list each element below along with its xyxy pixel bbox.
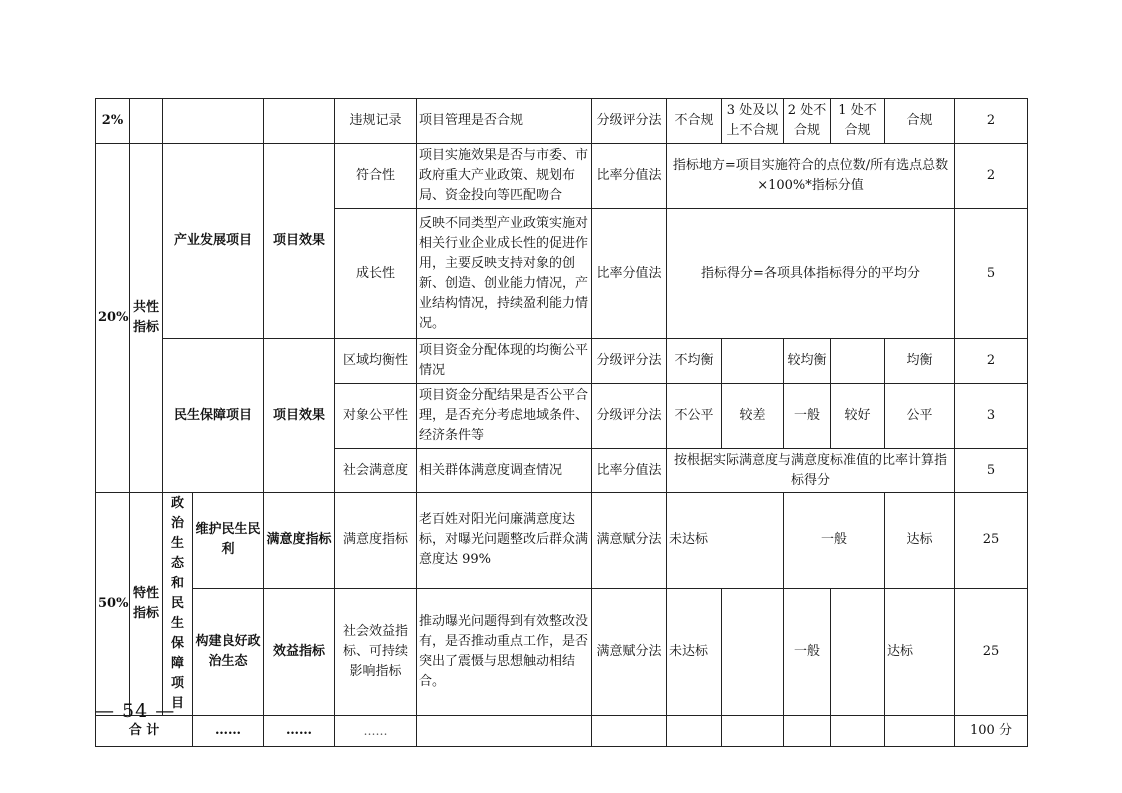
formula-cell: 按根据实际满意度与满意度标准值的比率计算指标得分 bbox=[667, 449, 955, 493]
description-cell: 反映不同类型产业政策实施对相关行业企业成长性的促进作用，主要反映支持对象的创新、创造、创业能力情况，产业结构情况，持续盈利能力情况。 bbox=[417, 209, 592, 339]
weight-cell: 50% bbox=[96, 493, 130, 716]
weight-cell: 20% bbox=[96, 144, 130, 493]
grade-cell: 不均衡 bbox=[667, 339, 722, 384]
grade-cell bbox=[722, 339, 784, 384]
total-score-cell: 100 分 bbox=[955, 716, 1028, 747]
score-cell: 25 bbox=[955, 588, 1028, 715]
description-cell: 相关群体满意度调查情况 bbox=[417, 449, 592, 493]
grade-cell bbox=[722, 588, 784, 715]
grade-cell: 一般 bbox=[784, 384, 831, 449]
indicator-type-cell: 项目效果 bbox=[264, 144, 335, 339]
total-row bbox=[96, 716, 1028, 747]
category-cell: 特性指标 bbox=[130, 493, 163, 716]
grade-cell: 3 处及以上不合规 bbox=[722, 99, 784, 144]
project-cell: 构建良好政治生态 bbox=[193, 588, 264, 715]
description-cell: 推动曝光问题得到有效整改没有，是否推动重点工作，是否突出了震慑与思想触动相结合。 bbox=[417, 588, 592, 715]
indicator-cell: 符合性 bbox=[335, 144, 417, 209]
empty-cell bbox=[722, 716, 784, 747]
grade-cell: 2 处不合规 bbox=[784, 99, 831, 144]
grade-cell: 不公平 bbox=[667, 384, 722, 449]
empty-cell bbox=[264, 99, 335, 144]
evaluation-indicator-table bbox=[95, 98, 1028, 747]
empty-cell bbox=[784, 716, 831, 747]
grade-cell: 合规 bbox=[885, 99, 955, 144]
grade-cell bbox=[831, 339, 885, 384]
description-cell: 项目实施效果是否与市委、市政府重大产业政策、规划布局、资金投向等匹配吻合 bbox=[417, 144, 592, 209]
score-cell: 25 bbox=[955, 493, 1028, 589]
table-row bbox=[96, 588, 1028, 715]
grade-cell: 1 处不合规 bbox=[831, 99, 885, 144]
score-cell: 2 bbox=[955, 144, 1028, 209]
category-cell: 共性指标 bbox=[130, 144, 163, 493]
weight-cell: 2% bbox=[96, 99, 130, 144]
empty-cell bbox=[130, 99, 163, 144]
indicator-cell: 违规记录 bbox=[335, 99, 417, 144]
empty-cell bbox=[831, 716, 885, 747]
table-row bbox=[96, 493, 1028, 589]
indicator-cell: 满意度指标 bbox=[335, 493, 417, 589]
table-row bbox=[96, 339, 1028, 384]
empty-cell bbox=[885, 716, 955, 747]
grade-cell: 一般 bbox=[784, 588, 831, 715]
grade-cell: 不合规 bbox=[667, 99, 722, 144]
indicator-type-cell: 项目效果 bbox=[264, 339, 335, 493]
indicator-type-cell: 效益指标 bbox=[264, 588, 335, 715]
description-cell: 项目资金分配体现的均衡公平情况 bbox=[417, 339, 592, 384]
ellipsis-cell: …… bbox=[264, 716, 335, 747]
method-cell: 比率分值法 bbox=[592, 144, 667, 209]
indicator-type-cell: 满意度指标 bbox=[264, 493, 335, 589]
project-cell: 维护民生民利 bbox=[193, 493, 264, 589]
description-cell: 项目管理是否合规 bbox=[417, 99, 592, 144]
table-row bbox=[96, 99, 1028, 144]
table-row bbox=[96, 144, 1028, 209]
subcategory-cell: 政治生态和民生保障项目 bbox=[163, 493, 193, 716]
method-cell: 分级评分法 bbox=[592, 99, 667, 144]
project-cell: 产业发展项目 bbox=[163, 144, 264, 339]
method-cell: 满意赋分法 bbox=[592, 493, 667, 589]
method-cell: 比率分值法 bbox=[592, 449, 667, 493]
grade-cell: 较差 bbox=[722, 384, 784, 449]
empty-cell bbox=[667, 716, 722, 747]
method-cell: 比率分值法 bbox=[592, 209, 667, 339]
grade-cell: 公平 bbox=[885, 384, 955, 449]
empty-cell bbox=[163, 99, 264, 144]
page-number: — 54 — bbox=[95, 700, 176, 722]
grade-cell: 未达标 bbox=[667, 588, 722, 715]
score-cell: 2 bbox=[955, 339, 1028, 384]
method-cell: 分级评分法 bbox=[592, 384, 667, 449]
score-cell: 2 bbox=[955, 99, 1028, 144]
grade-cell: 未达标 bbox=[667, 493, 784, 589]
grade-cell bbox=[831, 588, 885, 715]
formula-cell: 指标地方=项目实施符合的点位数/所有选点总数×100%*指标分值 bbox=[667, 144, 955, 209]
ellipsis-cell: …… bbox=[335, 716, 417, 747]
total-label: 合 计 bbox=[96, 716, 193, 747]
indicator-cell: 对象公平性 bbox=[335, 384, 417, 449]
score-cell: 5 bbox=[955, 449, 1028, 493]
method-cell: 满意赋分法 bbox=[592, 588, 667, 715]
indicator-cell: 社会满意度 bbox=[335, 449, 417, 493]
empty-cell bbox=[417, 716, 592, 747]
formula-cell: 指标得分=各项具体指标得分的平均分 bbox=[667, 209, 955, 339]
score-cell: 3 bbox=[955, 384, 1028, 449]
grade-cell: 较均衡 bbox=[784, 339, 831, 384]
score-cell: 5 bbox=[955, 209, 1028, 339]
indicator-cell: 区域均衡性 bbox=[335, 339, 417, 384]
description-cell: 项目资金分配结果是否公平合理，是否充分考虑地域条件、经济条件等 bbox=[417, 384, 592, 449]
grade-cell: 达标 bbox=[885, 588, 955, 715]
empty-cell bbox=[592, 716, 667, 747]
project-cell: 民生保障项目 bbox=[163, 339, 264, 493]
ellipsis-cell: …… bbox=[193, 716, 264, 747]
grade-cell: 一般 bbox=[784, 493, 885, 589]
description-cell: 老百姓对阳光问廉满意度达标，对曝光问题整改后群众满意度达 99% bbox=[417, 493, 592, 589]
grade-cell: 达标 bbox=[885, 493, 955, 589]
indicator-cell: 社会效益指标、可持续影响指标 bbox=[335, 588, 417, 715]
indicator-cell: 成长性 bbox=[335, 209, 417, 339]
grade-cell: 较好 bbox=[831, 384, 885, 449]
grade-cell: 均衡 bbox=[885, 339, 955, 384]
method-cell: 分级评分法 bbox=[592, 339, 667, 384]
